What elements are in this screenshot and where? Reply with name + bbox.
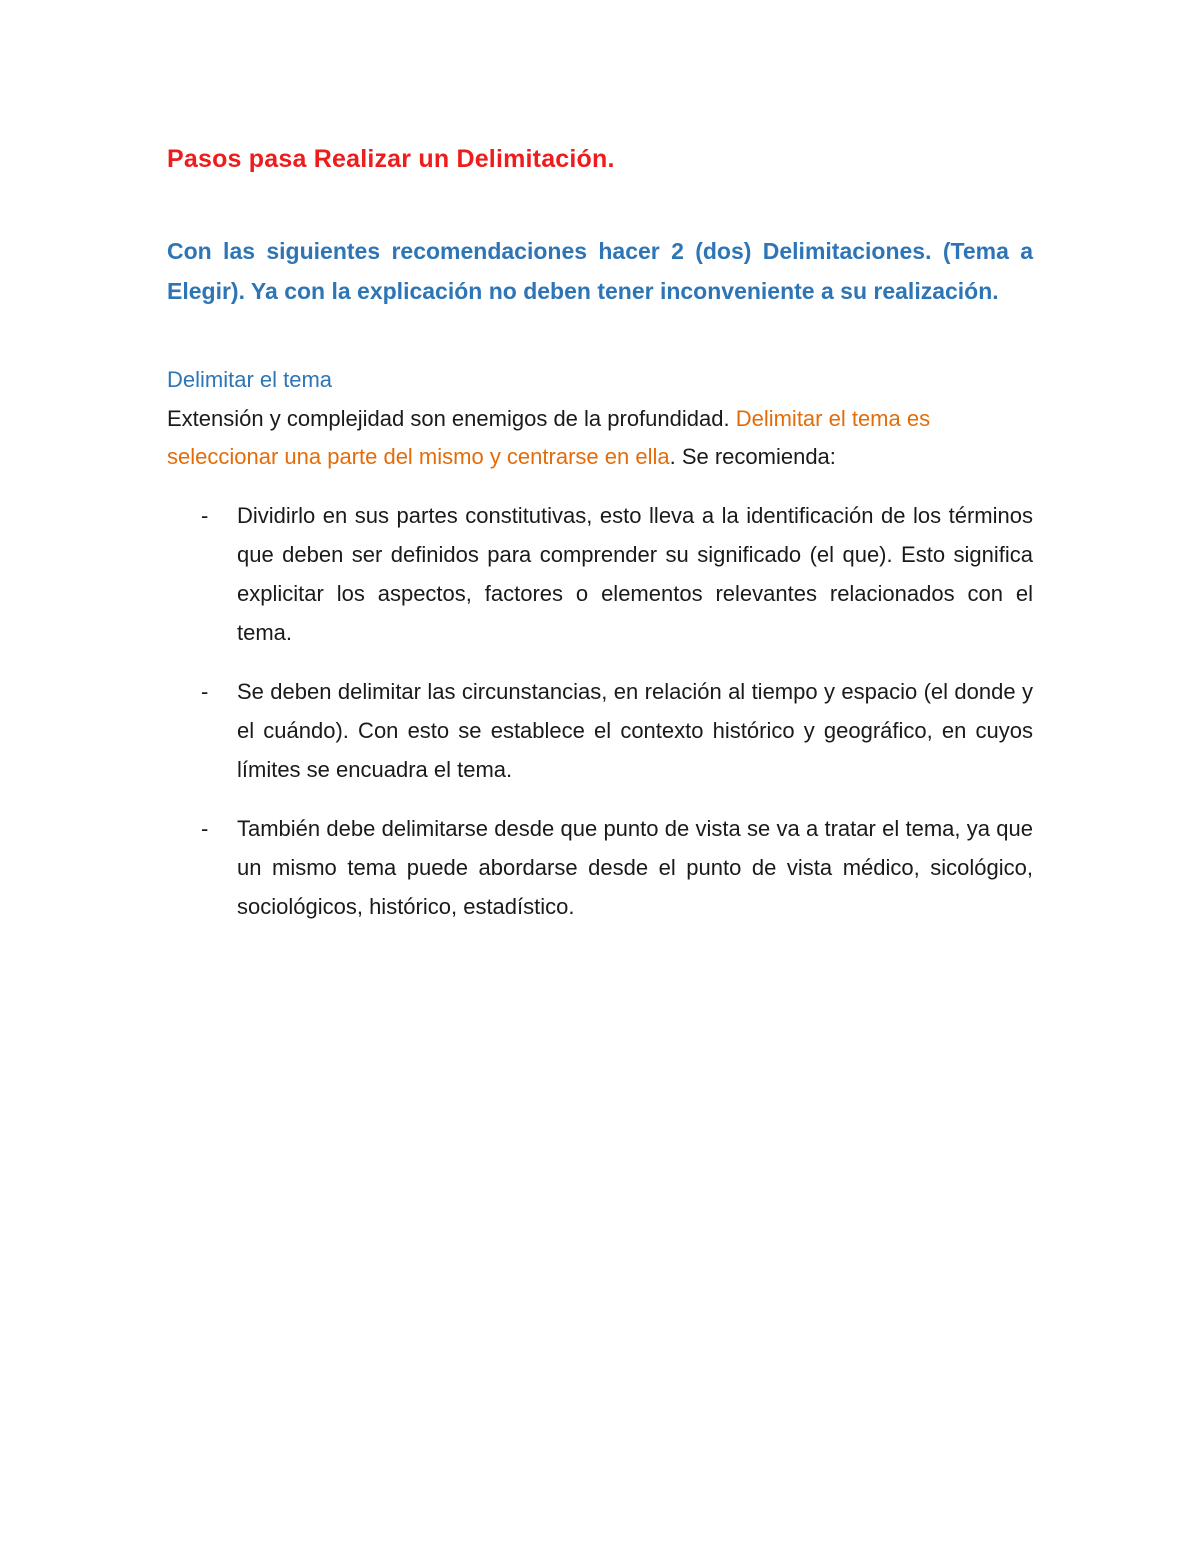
section-heading: Delimitar el tema [167,367,333,392]
recommendation-list [167,496,1033,926]
section-text-after: . Se recomienda: [669,444,836,469]
bullet-marker: - [201,503,209,528]
bullet-marker: - [201,816,209,841]
list-item-text: Dividirlo en sus partes constitutivas, esto lleva a la identificación de los términos que deben ser definidos para comprender su significado (el que). Esto significa explicitar los aspectos, factores o elementos relevantes relacionados con el tema. [237,503,1033,645]
list-item-text: También debe delimitarse desde que punto de vista se va a tratar el tema, ya que un mismo tema puede abordarse desde el punto de vista médico, sicológico, sociológicos, histórico, estadístico. [237,816,1033,919]
section-text-highlight: Delimitar el tema es seleccionar una parte del mismo y centrarse en ella [167,406,931,469]
bullet-marker: - [201,679,209,704]
section-paragraph [167,400,1033,476]
document-title: Pasos pasa Realizar un Delimitación. [167,145,615,173]
document-content [167,140,1033,946]
list-item [167,496,1033,652]
intro-paragraph: Con las siguientes recomendaciones hacer 2 (dos) Delimitaciones. (Tema a Elegir). Ya con la explicación no deben tener inconveniente a su realización. [167,238,1033,304]
list-item [167,809,1033,926]
list-item-text: Se deben delimitar las circunstancias, en relación al tiempo y espacio (el donde y el cuándo). Con esto se establece el contexto histórico y geográfico, en cuyos límites se encuadra el tema. [237,679,1033,782]
section-text-before: Extensión y complejidad son enemigos de la profundidad. [167,406,736,431]
list-item [167,672,1033,789]
